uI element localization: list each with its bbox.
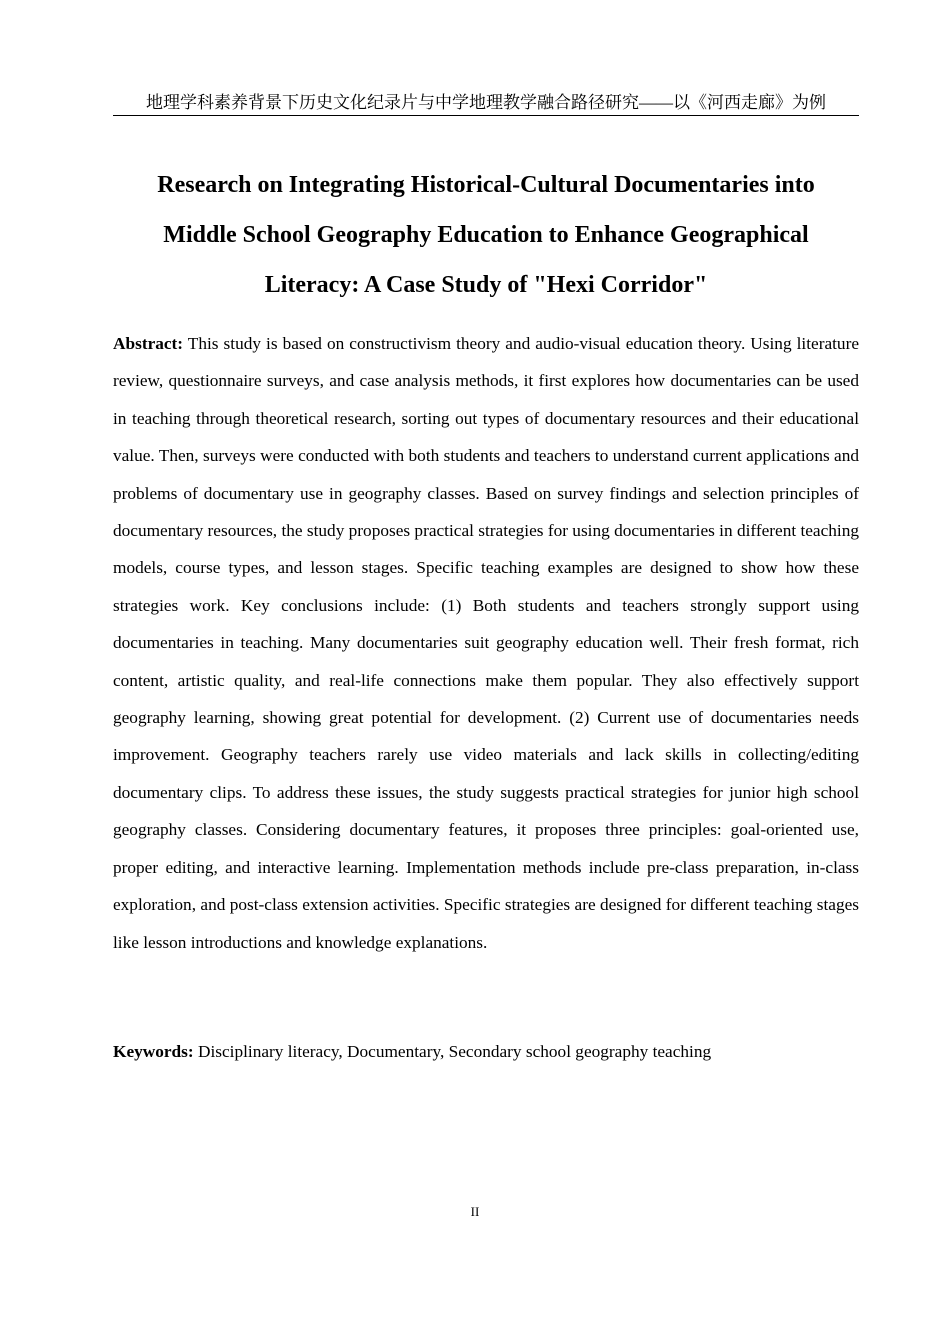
title-line-2: Middle School Geography Education to Enhance Geographical xyxy=(163,222,809,248)
title-line-3: Literacy: A Case Study of "Hexi Corridor" xyxy=(264,272,708,298)
running-header: 地理学科素养背景下历史文化纪录片与中学地理教学融合路径研究——以《河西走廊》为例 xyxy=(113,92,859,116)
abstract-label: Abstract: xyxy=(113,334,184,353)
title-line-1: Research on Integrating Historical-Cultural Documentaries into xyxy=(157,172,815,198)
paper-title xyxy=(113,160,859,310)
abstract-text: This study is based on constructivism theory and audio-visual education theory. Using literature review, questionnaire surveys, and case analysis methods, it first explores how documentaries can be used in teaching through theoretical research, sorting out types of documentary resources and their educational value. Then, surveys were conducted with both students and teachers to understand current applications and problems of documentary use in geography classes. Based on survey findings and selection principles of documentary resources, the study proposes practical strategies for using documentaries in different teaching models, course types, and lesson stages. Specific teaching examples are designed to show how these strategies work. Key conclusions include: (1) Both students and teachers strongly support using documentaries in teaching. Many documentaries suit geography education well. Their fresh format, rich content, artistic quality, and real-life connections make them popular. They also effectively support geography learning, showing great potential for development. (2) Current use of documentaries needs improvement. Geography teachers rarely use video materials and lack skills in collecting/editing documentary clips. To address these issues, the study suggests practical strategies for junior high school geography classes. Considering documentary features, it proposes three principles: goal-oriented use, proper editing, and interactive learning. Implementation methods include pre-class preparation, in-class exploration, and post-class extension activities. Specific strategies are designed for different teaching stages like lesson introductions and knowledge explanations. xyxy=(113,334,859,952)
page-number: II xyxy=(470,1204,480,1219)
keywords-text: Disciplinary literacy, Documentary, Secondary school geography teaching xyxy=(197,1042,712,1061)
keywords-paragraph xyxy=(113,1038,859,1066)
keywords-label: Keywords: xyxy=(113,1042,194,1061)
abstract-paragraph xyxy=(113,325,859,961)
